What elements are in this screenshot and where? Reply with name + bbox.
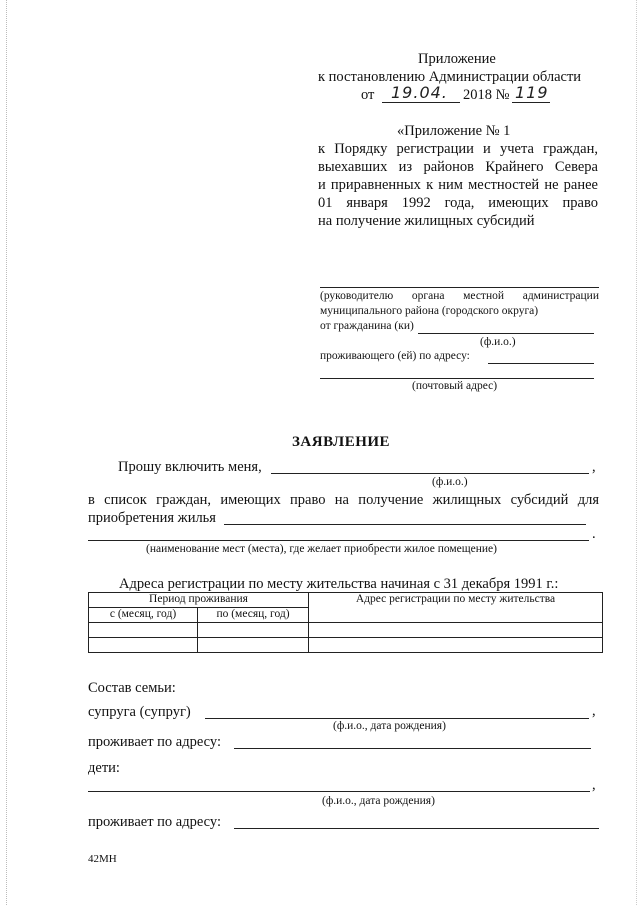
purchase-place-line xyxy=(224,524,586,525)
col-from: с (месяц, год) xyxy=(89,608,198,623)
header-resolution: к постановлению Администрации области xyxy=(318,69,582,85)
table-row xyxy=(89,623,603,638)
table-cell[interactable] xyxy=(309,623,603,638)
table-cell[interactable] xyxy=(198,623,309,638)
spouse-caption: (ф.и.о., дата рождения) xyxy=(333,720,446,732)
attachment-line-5: 01 января 1992 года, имеющих право xyxy=(318,195,598,211)
statement-title: ЗАЯВЛЕНИЕ xyxy=(292,434,391,450)
postal-address-line xyxy=(320,378,594,379)
col-address: Адрес регистрации по месту жительства xyxy=(309,593,603,623)
request-comma: , xyxy=(592,459,596,475)
table-row xyxy=(89,638,603,653)
spouse-line xyxy=(205,718,589,719)
addressee-caption-2: муниципального района (городского округа) xyxy=(320,305,539,317)
table-cell[interactable] xyxy=(198,638,309,653)
col-period: Период проживания xyxy=(89,593,309,608)
spouse-address-label: проживает по адресу: xyxy=(88,734,221,750)
children-address-label: проживает по адресу: xyxy=(88,814,221,830)
spouse-label: супруга (супруг) xyxy=(88,704,191,720)
date-underline xyxy=(382,102,460,103)
citizen-fio-caption: (ф.и.о.) xyxy=(480,336,516,348)
children-caption: (ф.и.о., дата рождения) xyxy=(322,795,435,807)
header-title: Приложение xyxy=(418,51,496,67)
spouse-comma: , xyxy=(592,703,596,719)
number-underline xyxy=(512,102,550,103)
children-label: дети: xyxy=(88,760,120,776)
col-to: по (месяц, год) xyxy=(198,608,309,623)
registration-table xyxy=(88,592,603,653)
citizen-name-line xyxy=(418,333,594,334)
spouse-address-line xyxy=(234,748,591,749)
request-label: Прошу включить меня, xyxy=(118,459,262,475)
place-caption: (наименование мест (места), где желает приобрести жилое помещение) xyxy=(146,543,497,555)
addressee-caption-1: (руководителю органа местной администрации xyxy=(320,290,599,302)
list-line: в список граждан, имеющих право на получение жилищных субсидий для xyxy=(88,492,599,508)
attachment-line-3: выехавших из районов Крайнего Севера xyxy=(318,159,598,175)
applicant-fio-caption: (ф.и.о.) xyxy=(432,476,468,488)
addressee-line xyxy=(320,287,599,288)
statement-period: . xyxy=(592,526,596,542)
children-line xyxy=(88,791,590,792)
attachment-title: «Приложение № 1 xyxy=(397,123,511,139)
registration-heading: Адреса регистрации по месту жительства начиная с 31 декабря 1991 г.: xyxy=(119,576,559,592)
handwritten-date: 19.04. xyxy=(391,83,448,102)
header-year-number: 2018 № xyxy=(463,87,510,103)
table-cell[interactable] xyxy=(89,623,198,638)
footer-code: 42МН xyxy=(88,853,117,865)
scan-edge-right xyxy=(636,0,637,905)
attachment-line-4: и приравненных к ним местностей не ранее xyxy=(318,177,598,193)
scan-edge-left xyxy=(6,0,7,905)
header-from-label: от xyxy=(361,87,375,103)
table-cell[interactable] xyxy=(309,638,603,653)
attachment-line-2: к Порядку регистрации и учета граждан, xyxy=(318,141,598,157)
from-citizen-label: от гражданина (ки) xyxy=(320,320,414,332)
children-comma: , xyxy=(592,777,596,793)
residing-label: проживающего (ей) по адресу: xyxy=(320,350,470,362)
applicant-name-line xyxy=(271,473,589,474)
table-cell[interactable] xyxy=(89,638,198,653)
attachment-line-6: на получение жилищных субсидий xyxy=(318,213,535,229)
children-address-line xyxy=(234,828,599,829)
purchase-label: приобретения жилья xyxy=(88,510,216,526)
residing-line xyxy=(488,363,594,364)
handwritten-number: 119 xyxy=(515,83,549,102)
family-heading: Состав семьи: xyxy=(88,680,176,696)
purchase-place-line-2 xyxy=(88,540,589,541)
postal-address-caption: (почтовый адрес) xyxy=(412,380,498,392)
